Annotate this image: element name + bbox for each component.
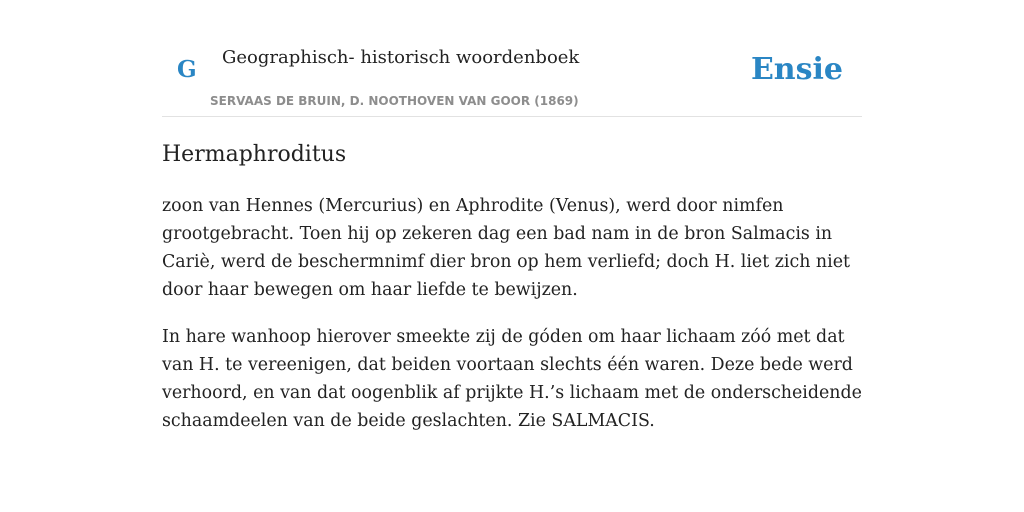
dictionary-header [162, 40, 862, 117]
dictionary-authors: SERVAAS DE BRUIN, D. NOOTHOVEN VAN GOOR (1869) [210, 94, 579, 108]
dictionary-letter-badge[interactable]: G [177, 56, 197, 83]
entry-paragraph: zoon van Hennes (Mercurius) en Aphrodite (Venus), werd door nimfen grootgebracht. Toen hij op zekeren dag een bad nam in de bron Salmacis in Cariè, werd de beschermnimf dier bron op hem verliefd; doch H. liet zich niet door haar bewegen om haar liefde te bewijzen. [162, 196, 850, 300]
entry-title: Hermaphroditus [162, 142, 347, 167]
entry-paragraph: In hare wanhoop hierover smeekte zij de góden om haar lichaam zóó met dat van H. te vereenigen, dat beiden voortaan slechts één waren. Deze bede werd verhoord, en van dat oogenblik af prijkte H.’s lichaam met de onderscheidende schaamdeelen van de beide geslachten. Zie SALMACIS. [162, 327, 862, 431]
entry-body [162, 192, 872, 454]
brand-logo[interactable]: Ensie [750, 52, 843, 87]
dictionary-title[interactable]: Geographisch- historisch woordenboek [222, 47, 580, 68]
